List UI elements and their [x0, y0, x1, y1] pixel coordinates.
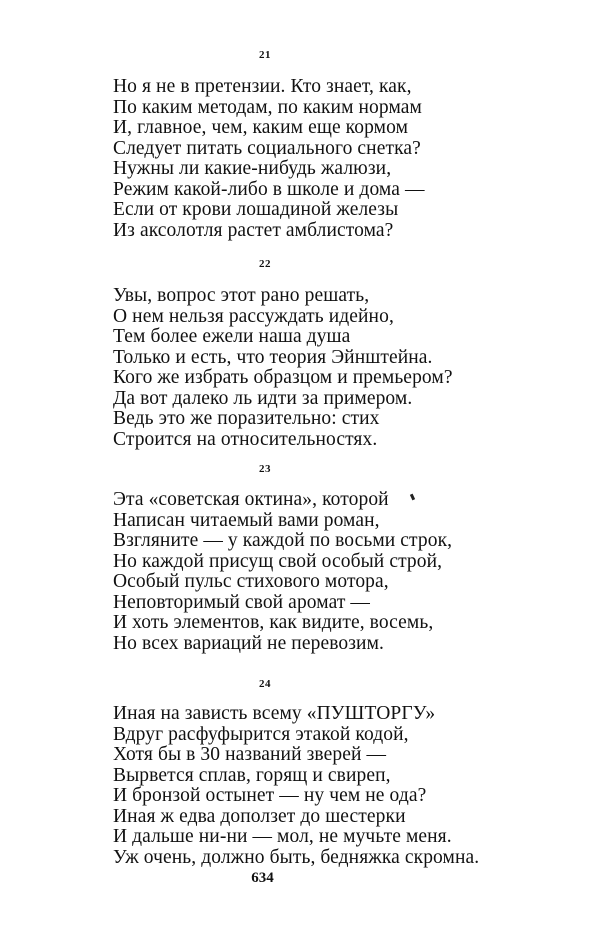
verse-line: Следует питать социального снетка? — [113, 137, 421, 159]
verse-line: Но каждой присущ свой особый строй, — [113, 550, 443, 572]
verse-line: Режим какой-либо в школе и дома — — [113, 178, 425, 200]
verse-line: Из аксолотля растет амблистома? — [113, 219, 394, 241]
verse-line: Вдруг расфуфырится этакой кодой, — [113, 723, 409, 745]
verse-line: Кого же избрать образцом и премьером? — [113, 367, 453, 388]
verse-line: Уж очень, должно быть, бедняжка скромна. — [113, 846, 480, 868]
stanza — [113, 704, 479, 868]
verse-line: Особый пульс стихового мотора, — [113, 571, 389, 592]
verse-line: Иная ж едва доползет до шестерки — [113, 805, 406, 827]
verse-line: Если от крови лошадиной железы — [113, 199, 399, 220]
stanza — [113, 286, 453, 450]
verse-line: Строится на относительностях. — [113, 428, 378, 450]
verse-line: Но всех вариаций не перевозим. — [113, 632, 384, 654]
verse-line: Взгляните — у каждой по восьми строк, — [113, 530, 453, 551]
verse-line: И бронзой остынет — ну чем не ода? — [113, 785, 427, 806]
verse-line: Иная на зависть всему «ПУШТОРГУ» — [113, 703, 436, 724]
stanza-number: 24 — [259, 678, 271, 690]
stanza-number: 21 — [259, 49, 271, 61]
verse-line: Ведь это же поразительно: стих — [113, 408, 380, 429]
verse-line: Вырвется сплав, горящ и свиреп, — [113, 764, 391, 786]
page-number: 634 — [251, 870, 274, 886]
verse-line: Неповторимый свой аромат — — [113, 591, 371, 613]
verse-line: О нем нельзя рассуждать идейно, — [113, 305, 394, 327]
stanza — [113, 77, 425, 241]
verse-line: Тем более ежели наша душа — [113, 326, 351, 347]
stanza-number: 22 — [259, 258, 271, 270]
stanza-number: 23 — [259, 463, 271, 475]
verse-line: Увы, вопрос этот рано решать, — [113, 285, 370, 306]
verse-line: Хотя бы в 30 названий зверей — — [113, 744, 387, 765]
verse-line: И, главное, чем, каким еще кормом — [113, 117, 409, 138]
verse-line: Но я не в претензии. Кто знает, как, — [113, 76, 412, 97]
verse-line: И дальше ни-ни — мол, не мучьте меня. — [113, 826, 452, 847]
verse-line: Эта «советская октина», которой — [113, 489, 389, 510]
verse-line: И хоть элементов, как видите, восемь, — [113, 612, 434, 633]
verse-line: Только и есть, что теория Эйнштейна. — [113, 346, 433, 368]
verse-line: По каким методам, по каким нормам — [113, 96, 422, 118]
verse-line: Нужны ли какие-нибудь жалюзи, — [113, 158, 392, 179]
verse-line: Написан читаемый вами роман, — [113, 509, 380, 531]
stanza — [113, 490, 452, 654]
verse-line: Да вот далеко ль идти за примером. — [113, 387, 413, 409]
